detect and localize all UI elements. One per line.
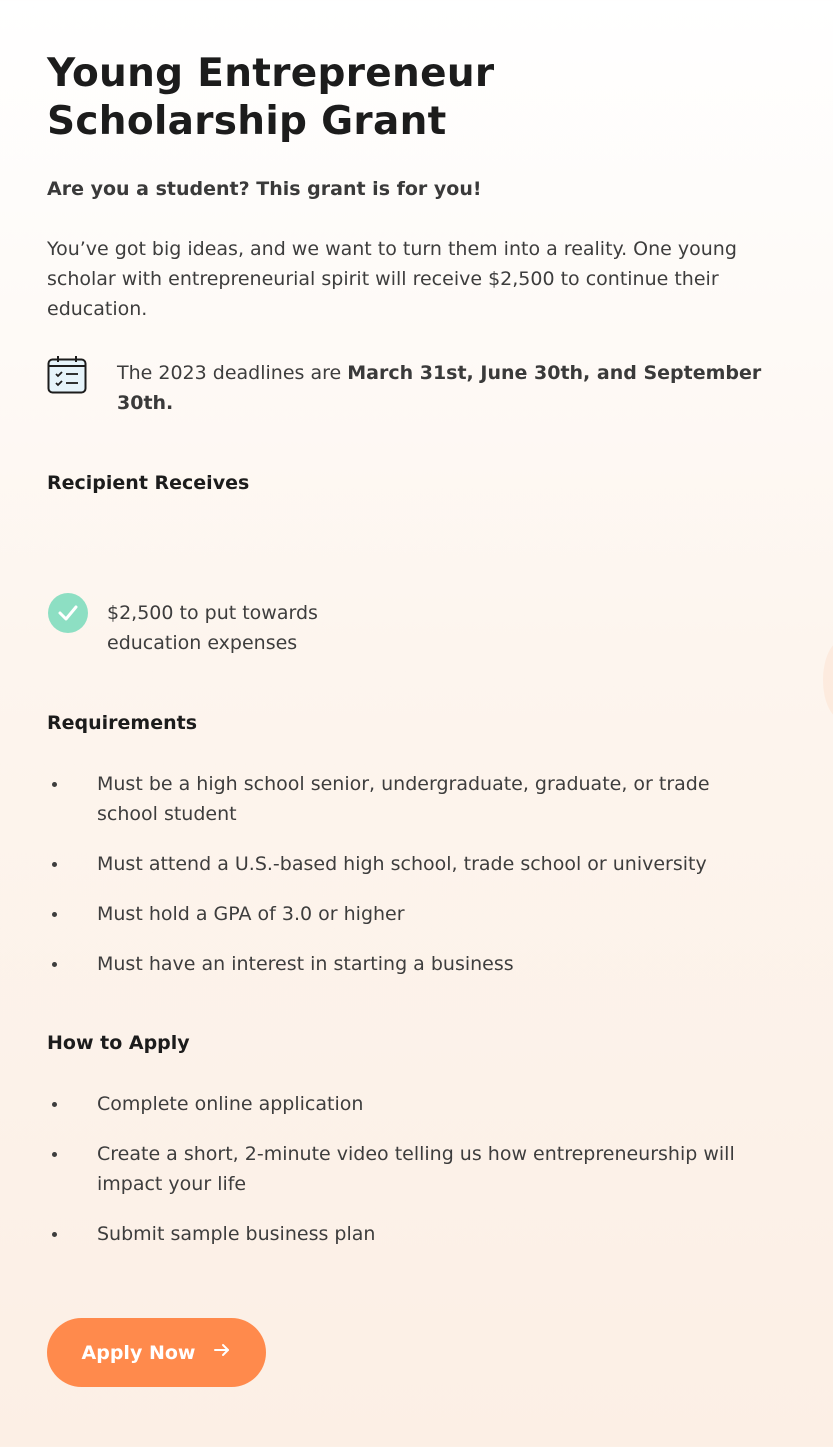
recipient-heading: Recipient Receives xyxy=(47,472,250,494)
list-item xyxy=(47,1219,767,1249)
requirements-heading: Requirements xyxy=(47,712,198,734)
list-item xyxy=(47,849,767,879)
bullet-icon xyxy=(52,862,57,867)
list-item-text: Must attend a U.S.-based high school, trade school or university xyxy=(97,853,707,875)
calendar-checklist-icon xyxy=(47,355,87,395)
page-title: Young Entrepreneur Scholarship Grant xyxy=(47,51,495,144)
apply-now-button[interactable] xyxy=(47,1318,266,1387)
bullet-icon xyxy=(52,912,57,917)
bullet-icon xyxy=(52,962,57,967)
apply-now-label: Apply Now xyxy=(81,1341,196,1364)
deadline-notice xyxy=(47,358,767,422)
recipient-item-text: $2,500 to put towards education expenses xyxy=(107,602,318,654)
how-to-apply-heading: How to Apply xyxy=(47,1032,190,1054)
list-item-text: Create a short, 2-minute video telling us how entrepreneurship will impact your life xyxy=(97,1143,735,1195)
list-item-text: Must have an interest in starting a business xyxy=(97,953,514,975)
list-item-text: Must hold a GPA of 3.0 or higher xyxy=(97,903,405,925)
how-to-apply-list xyxy=(47,1089,767,1269)
list-item-text: Submit sample business plan xyxy=(97,1223,376,1245)
list-item-text: Complete online application xyxy=(97,1093,364,1115)
decorative-shape xyxy=(823,640,833,720)
intro-paragraph: You’ve got big ideas, and we want to turn them into a reality. One young scholar with entrepreneurial spirit will receive $2,500 to continue their education. xyxy=(47,238,737,320)
bullet-icon xyxy=(52,1102,57,1107)
deadline-text xyxy=(117,358,767,418)
deadline-prefix: The 2023 deadlines are xyxy=(117,362,348,384)
recipient-item xyxy=(47,592,447,662)
bullet-icon xyxy=(52,1152,57,1157)
requirements-list xyxy=(47,769,767,999)
list-item xyxy=(47,949,767,979)
list-item xyxy=(47,769,767,829)
bullet-icon xyxy=(52,1232,57,1237)
check-circle-icon xyxy=(47,592,89,634)
deadline-dates: March 31st, June 30th, and September 30th. xyxy=(117,362,762,414)
arrow-right-icon xyxy=(213,1341,231,1364)
bullet-icon xyxy=(52,782,57,787)
list-item xyxy=(47,1139,767,1199)
list-item xyxy=(47,1089,767,1119)
list-item-text: Must be a high school senior, undergraduate, graduate, or trade school student xyxy=(97,773,710,825)
list-item xyxy=(47,899,767,929)
subtitle: Are you a student? This grant is for you! xyxy=(47,178,482,200)
